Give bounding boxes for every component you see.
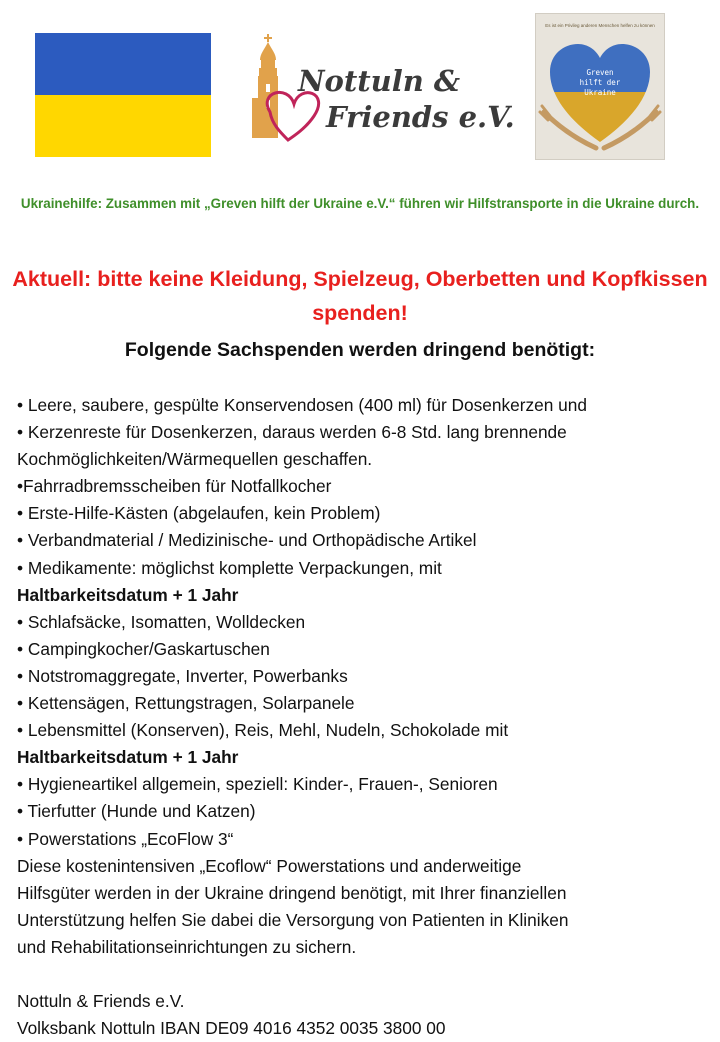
greven-poster-image [535,13,665,160]
list-item: • Lebensmittel (Konserven), Reis, Mehl, Nudeln, Schokolade mit [17,720,509,741]
footer-org: Nottuln & Friends e.V. [17,990,185,1011]
logo-line-2: Friends e.V. [326,100,515,134]
list-item: • Campingkocher/Gaskartuschen [17,638,270,659]
list-item: • Erste-Hilfe-Kästen (abgelaufen, kein Problem) [17,503,381,524]
ukraine-flag [35,33,211,157]
list-item: • Verbandmaterial / Medizinische- und Orthopädische Artikel [17,530,477,551]
list-item: • Notstromaggregate, Inverter, Powerbanks [17,665,348,686]
list-item: • Kettensägen, Rettungstragen, Solarpanele [17,693,355,714]
poster-heart-line-3: Ukraine [584,88,616,97]
paragraph-line: Hilfsgüter werden in der Ukraine dringend benötigt, mit Ihrer finanziellen [17,882,567,903]
list-item: • Schlafsäcke, Isomatten, Wolldecken [17,611,306,632]
list-item: • Hygieneartikel allgemein, speziell: Kinder-, Frauen-, Senioren [17,774,498,795]
poster-tagline: Es ist ein Privileg anderen Menschen helfen zu können [545,23,655,28]
list-item: • Medikamente: möglichst komplette Verpackungen, mit [17,557,442,578]
poster-heart-line-1: Greven [586,68,614,77]
list-item: • Tierfutter (Hunde und Katzen) [17,801,256,822]
expiry-note: Haltbarkeitsdatum + 1 Jahr [17,584,239,605]
logo-line-1: Nottuln & [298,64,461,98]
list-item: • Leere, saubere, gespülte Konservendosen (400 ml) für Dosenkerzen und [17,395,587,415]
intro-text: Ukrainehilfe: Zusammen mit „Greven hilft der Ukraine e.V.“ führen wir Hilfstransporte in die Ukraine durch. [20,196,700,211]
paragraph-line: und Rehabilitationseinrichtungen zu sichern. [17,936,357,957]
poster-heart-line-2: hilft der [579,78,621,87]
nottuln-friends-logo [248,32,515,144]
list-item: • Powerstations „EcoFlow 3“ [17,828,234,849]
expiry-note: Haltbarkeitsdatum + 1 Jahr [17,747,239,768]
paragraph-line: Unterstützung helfen Sie dabei die Versorgung von Patienten in Kliniken [17,909,569,930]
flag-yellow-stripe [35,95,211,157]
needed-heading: Folgende Sachspenden werden dringend benötigt: [124,339,596,361]
paragraph-line: Diese kostenintensiven „Ecoflow“ Powerstations und anderweitige [17,855,522,876]
flag-blue-stripe [35,33,211,95]
list-item: Kochmöglichkeiten/Wärmequellen geschaffen. [17,449,373,470]
list-item: • Kerzenreste für Dosenkerzen, daraus werden 6-8 Std. lang brennende [17,422,567,443]
donation-list [17,392,712,1042]
list-item: •Fahrradbremsscheiben für Notfallkocher [17,476,332,497]
warning-text: Aktuell: bitte keine Kleidung, Spielzeug, Oberbetten und Kopfkissen spenden! [12,267,708,325]
footer-bank: Volksbank Nottuln IBAN DE09 4016 4352 0035 3800 00 [17,1018,446,1039]
